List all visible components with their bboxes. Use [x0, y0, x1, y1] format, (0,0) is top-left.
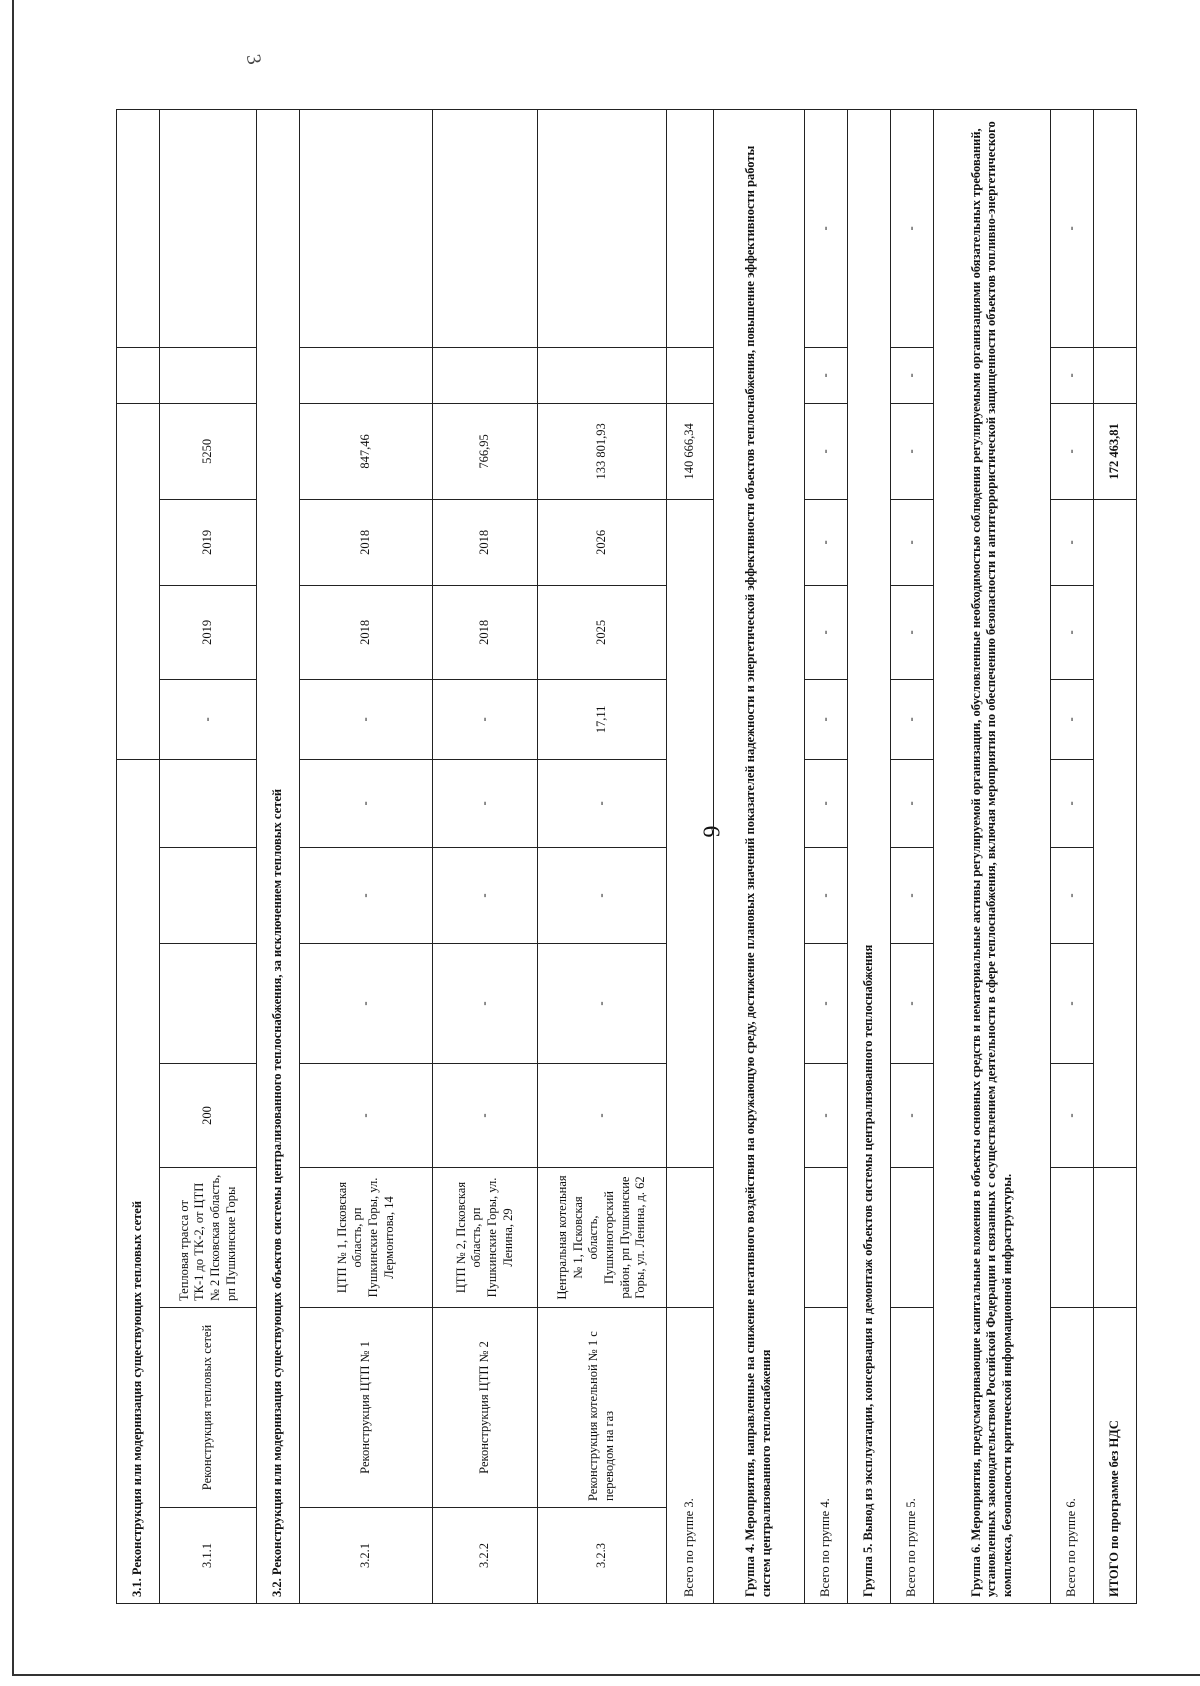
dash-cell: -	[1051, 944, 1094, 1064]
total-value: 140 666,34	[667, 403, 714, 499]
empty-cell	[667, 109, 714, 347]
dash-cell: -	[891, 347, 934, 403]
cost-value: 5250	[160, 403, 257, 499]
cell	[300, 347, 433, 403]
row-number: 3.1.1	[160, 1508, 257, 1604]
empty-cell	[667, 499, 714, 1167]
dash-cell: -	[1051, 585, 1094, 679]
dash-cell: -	[1051, 759, 1094, 847]
dash-cell: -	[805, 944, 848, 1064]
cell	[300, 109, 433, 347]
end-year: 2018	[433, 499, 538, 585]
cell	[160, 347, 257, 403]
dash-cell: -	[805, 848, 848, 944]
total-row-group-4	[805, 109, 848, 1603]
dash-cell: -	[891, 679, 934, 759]
start-year: 2025	[538, 585, 667, 679]
table-frame	[116, 110, 1122, 1604]
page-bottom-border	[12, 1674, 1200, 1676]
dash-cell: -	[1051, 1064, 1094, 1168]
section-3-1-title: 3.1. Реконструкция или модернизация существующих тепловых сетей	[117, 759, 160, 1603]
cost-value: 847,46	[300, 403, 433, 499]
page-left-border	[12, 0, 14, 1676]
dash-cell: -	[891, 499, 934, 585]
object-location: ЦТП № 2, Псковская область, рп Пушкинские Горы, ул. Ленина, 29	[433, 1168, 538, 1308]
cell: -	[433, 1064, 538, 1168]
cell: 200	[160, 1064, 257, 1168]
table-row-3-1-1	[160, 109, 257, 1603]
measure-name: Реконструкция котельной № 1 с переводом на газ	[538, 1308, 667, 1508]
cell: -	[300, 848, 433, 944]
dash-cell: -	[805, 499, 848, 585]
group-row-6	[934, 109, 1051, 1603]
cell	[160, 848, 257, 944]
pen-mark: 3	[241, 52, 266, 67]
cell: 17,11	[538, 679, 667, 759]
cell: -	[300, 944, 433, 1064]
cost-value: 133 801,93	[538, 403, 667, 499]
group-row-5	[848, 109, 891, 1603]
dash-cell: -	[891, 585, 934, 679]
cell: -	[160, 679, 257, 759]
empty-cell	[1094, 499, 1137, 1167]
cell: -	[538, 848, 667, 944]
dash-cell: -	[805, 1064, 848, 1168]
dash-cell: -	[1051, 403, 1094, 499]
cell: -	[300, 759, 433, 847]
cell: -	[433, 759, 538, 847]
cell: -	[433, 944, 538, 1064]
object-location: Тепловая трасса от ТК-1 до ТК-2, от ЦТП № 2 Псковская область, рп Пушкинские Горы	[160, 1168, 257, 1308]
empty-cell	[667, 1168, 714, 1308]
empty-cell	[805, 1168, 848, 1308]
cell: -	[433, 679, 538, 759]
grand-total-value: 172 463,81	[1094, 403, 1137, 499]
cell	[433, 109, 538, 347]
cell	[160, 944, 257, 1064]
page-number: 6	[697, 825, 724, 838]
dash-cell: -	[805, 679, 848, 759]
dash-cell: -	[1051, 347, 1094, 403]
cell	[160, 759, 257, 847]
group-row-4	[714, 109, 805, 1603]
table-row-3-2-1	[300, 109, 433, 1603]
section-row-3-2	[257, 109, 300, 1603]
group-5-title: Группа 5. Вывод из эксплуатации, консервация и демонтаж объектов системы централизованного теплоснабжения	[848, 109, 891, 1603]
end-year: 2019	[160, 499, 257, 585]
dash-cell: -	[1051, 109, 1094, 347]
cell	[538, 109, 667, 347]
cell	[433, 347, 538, 403]
dash-cell: -	[891, 403, 934, 499]
measure-name: Реконструкция тепловых сетей	[160, 1308, 257, 1508]
cell: -	[433, 848, 538, 944]
total-row-group-3	[667, 109, 714, 1603]
empty-cell	[117, 109, 160, 347]
cell: -	[538, 759, 667, 847]
dash-cell: -	[805, 347, 848, 403]
table-row-3-2-3	[538, 109, 667, 1603]
total-label: Всего по группе 4.	[805, 1308, 848, 1604]
empty-cell	[1094, 347, 1137, 403]
total-row-group-6	[1051, 109, 1094, 1603]
cell: -	[300, 679, 433, 759]
section-row-3-1	[117, 109, 160, 1603]
rotated-table-wrapper	[116, 110, 1122, 1604]
cell: -	[538, 1064, 667, 1168]
empty-cell	[667, 347, 714, 403]
dash-cell: -	[891, 1064, 934, 1168]
total-label: Всего по группе 5.	[891, 1308, 934, 1604]
dash-cell: -	[1051, 679, 1094, 759]
total-label: Всего по группе 3.	[667, 1308, 714, 1604]
end-year: 2026	[538, 499, 667, 585]
investment-program-table	[116, 109, 1137, 1604]
dash-cell: -	[891, 109, 934, 347]
empty-cell	[1094, 1168, 1137, 1308]
start-year: 2018	[433, 585, 538, 679]
cost-value: 766,95	[433, 403, 538, 499]
grand-total-row	[1094, 109, 1137, 1603]
start-year: 2019	[160, 585, 257, 679]
empty-cell	[1051, 1168, 1094, 1308]
object-location: ЦТП № 1, Псковская область, рп Пушкинские Горы, ул. Лермонтова, 14	[300, 1168, 433, 1308]
empty-cell	[1094, 109, 1137, 347]
empty-cell	[117, 347, 160, 403]
object-location: Центральная котельная № 1, Псковская область, Пушкиногорский район, рп Пушкинские Горы, ул. Ленина, д. 62	[538, 1168, 667, 1308]
table-row-3-2-2	[433, 109, 538, 1603]
total-row-group-5	[891, 109, 934, 1603]
dash-cell: -	[891, 848, 934, 944]
dash-cell: -	[805, 109, 848, 347]
measure-name: Реконструкция ЦТП № 1	[300, 1308, 433, 1508]
dash-cell: -	[1051, 499, 1094, 585]
group-6-title: Группа 6. Мероприятия, предусматривающие капитальные вложения в объекты основных средств и нематериальные активы регулируемой организации, обусловленные необходимостью соблюдения регулируемыми организациями обязательных требований, установленных законодательством Российской Федерации и связанных с осуществлением деятельности в сфере теплоснабжения, включая мероприятия по обеспечению безопасности и антитеррористической защищенности объектов топливно-энергетического комплекса, безопасности критической информационной инфраструктуры.	[934, 109, 1051, 1603]
total-label: Всего по группе 6.	[1051, 1308, 1094, 1604]
empty-cell	[891, 1168, 934, 1308]
grand-total-label: ИТОГО по программе без НДС	[1094, 1308, 1137, 1604]
end-year: 2018	[300, 499, 433, 585]
row-number: 3.2.1	[300, 1508, 433, 1604]
measure-name: Реконструкция ЦТП № 2	[433, 1308, 538, 1508]
empty-cell	[117, 403, 160, 759]
dash-cell: -	[805, 585, 848, 679]
cell: -	[538, 944, 667, 1064]
section-3-2-title: 3.2. Реконструкция или модернизация существующих объектов системы централизованного теплоснабжения, за исключением тепловых сетей	[257, 109, 300, 1603]
cell	[538, 347, 667, 403]
start-year: 2018	[300, 585, 433, 679]
dash-cell: -	[805, 403, 848, 499]
row-number: 3.2.2	[433, 1508, 538, 1604]
dash-cell: -	[891, 759, 934, 847]
row-number: 3.2.3	[538, 1508, 667, 1604]
dash-cell: -	[891, 944, 934, 1064]
dash-cell: -	[805, 759, 848, 847]
cell: -	[300, 1064, 433, 1168]
group-4-title: Группа 4. Мероприятия, направленные на снижение негативного воздействия на окружающую среду, достижение плановых значений показателей надежности и энергетической эффективности объектов теплоснабжения, повышение эффективности работы систем централизованного теплоснабжения	[714, 109, 805, 1603]
dash-cell: -	[1051, 848, 1094, 944]
cell	[160, 109, 257, 347]
